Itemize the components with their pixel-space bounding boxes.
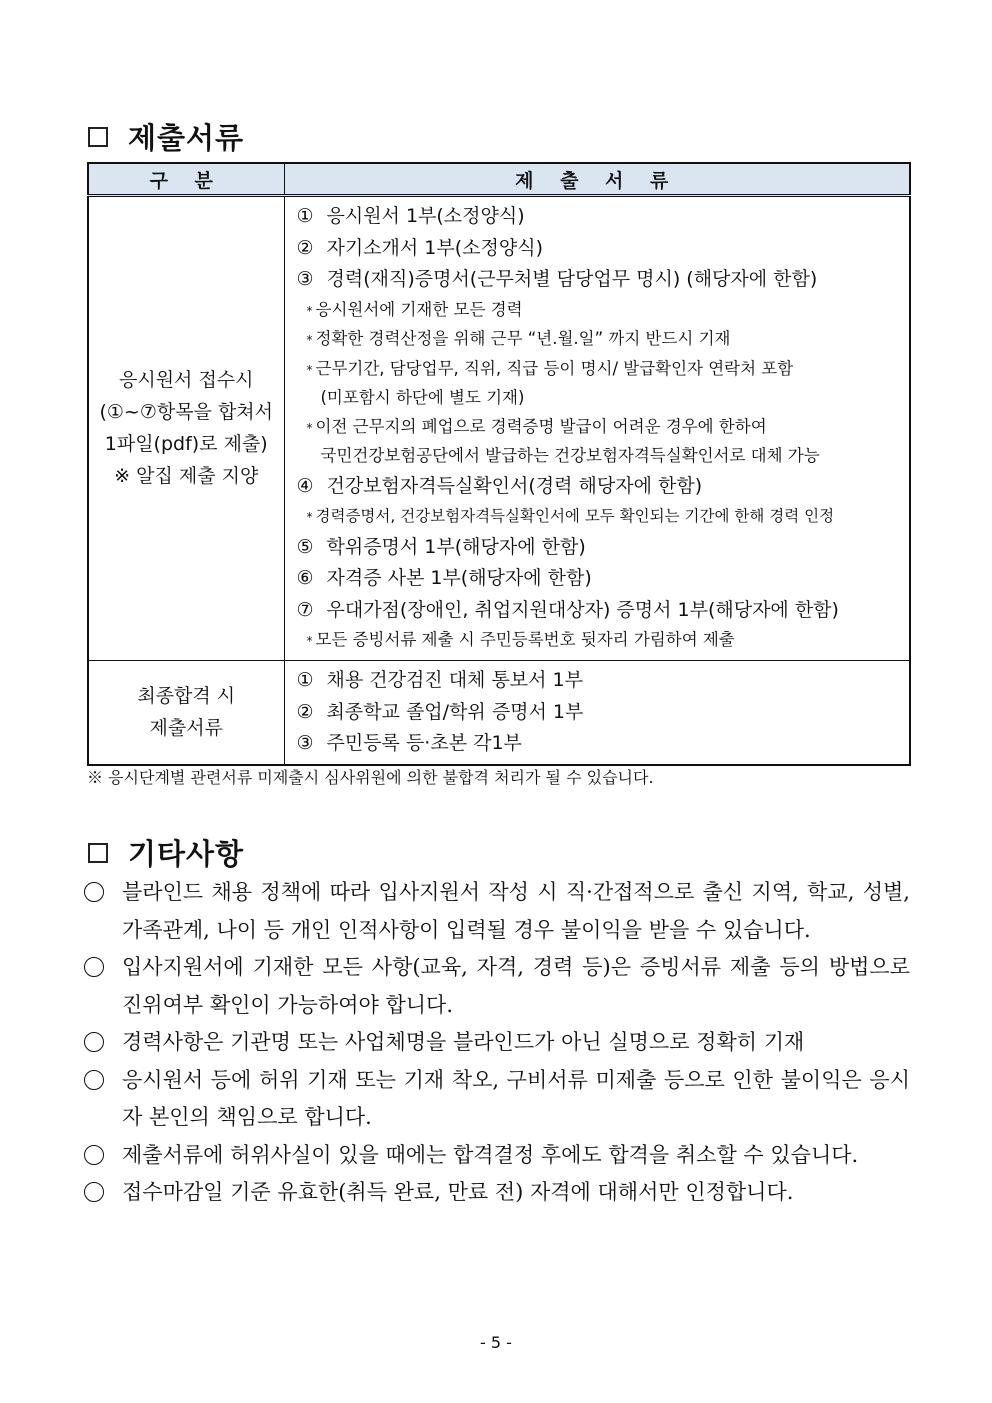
category-line: 응시원서 접수시 [118,369,254,392]
list-item: ① 응시원서 1부(소정양식) [296,205,525,227]
list-item: ③ 주민등록 등·초본 각1부 [296,732,522,754]
circle-bullet-icon [84,1182,104,1202]
documents-cell [284,660,910,765]
circle-bullet-icon [84,1070,104,1090]
asterisk-icon: * [306,303,313,318]
list-item: 입사지원서에 기재한 모든 사항(교육, 자격, 경력 등)은 증빙서류 제출 등의 방법으로 진위여부 확인이 가능하여야 합니다. [84,949,910,1024]
category-cell [88,660,284,765]
checkbox-square-icon [88,127,108,147]
category-cell [88,196,284,661]
list-item: ① 채용 건강검진 대체 통보서 1부 [296,669,583,691]
header-documents: 제 출 서 류 [284,163,910,196]
section-title: 제출서류 [128,121,245,155]
asterisk-icon: * [306,333,313,347]
circle-bullet-icon [84,1145,104,1165]
table-row [88,660,910,765]
asterisk-icon: * [306,362,313,377]
list-item: ② 최종학교 졸업/학위 증명서 1부 [296,700,584,723]
header-category: 구 분 [88,163,284,196]
documents-table [87,162,911,766]
list-item: 경력사항은 기관명 또는 사업체명을 블라인드가 아닌 실명으로 정확히 기재 [84,1024,910,1062]
table-footnote: ※ 응시단계별 관련서류 미제출시 심사위원에 의한 불합격 처리가 될 수 있습니다. [87,768,654,787]
asterisk-icon: * [306,634,313,648]
asterisk-icon: * [306,510,313,524]
list-item: 제출서류에 허위사실이 있을 때에는 합격결정 후에도 합격을 취소할 수 있습니다. [84,1137,910,1175]
category-line: ※ 알집 제출 지양 [114,465,259,488]
note-item: * 정확한 경력산정을 위해 근무 “년.월.일” 까지 반드시 기재 [306,329,731,348]
category-line: 최종합격 시 [137,685,236,708]
list-item: 접수마감일 기준 유효한(취득 완료, 만료 전) 자격에 대해서만 인정합니다. [84,1174,910,1212]
list-item: 블라인드 채용 정책에 따라 입사지원서 작성 시 직·간접적으로 출신 지역, 학교, 성별, 가족관계, 나이 등 개인 인적사항이 입력될 경우 불이익을 받을 수 있습니다. [84,874,910,949]
section-heading-documents [88,116,244,157]
documents-cell [284,196,910,661]
list-item: ⑤ 학위증명서 1부(해당자에 한함) [296,535,586,558]
category-line: 1파일(pdf)로 제출) [104,433,268,456]
circle-bullet-icon [84,957,104,977]
table-header-row [88,163,910,196]
list-item: ③ 경력(재직)증명서(근무처별 담당업무 명시) (해당자에 한함) [296,268,818,290]
note-item: * 근무기간, 담당업무, 직위, 직급 등이 명시/ 발급확인자 연락처 포함 [306,358,794,378]
table-row [88,196,910,661]
list-item: ⑦ 우대가점(장애인, 취업지원대상자) 증명서 1부(해당자에 한함) [296,598,839,621]
note-item: 국민건강보험공단에서 발급하는 건강보험자격득실확인서로 대체 가능 [320,446,820,465]
circle-bullet-icon [84,1032,104,1052]
list-item: ⑥ 자격증 사본 1부(해당자에 한함) [296,567,592,589]
list-item: 응시원서 등에 허위 기재 또는 기재 착오, 구비서류 미제출 등으로 인한 불이익은 응시자 본인의 책임으로 합니다. [84,1062,910,1137]
etc-list [84,874,910,1212]
asterisk-icon: * [306,420,313,435]
circle-bullet-icon [84,882,104,902]
list-item: ④ 건강보험자격득실확인서(경력 해당자에 한함) [296,474,703,497]
checkbox-square-icon [88,843,108,863]
note-item: * 모든 증빙서류 제출 시 주민등록번호 뒷자리 가림하여 제출 [306,630,735,649]
note-item: * 이전 근무지의 폐업으로 경력증명 발급이 어려운 경우에 한하여 [306,416,767,436]
note-item: * 응시원서에 기재한 모든 경력 [306,299,523,319]
list-item: ② 자기소개서 1부(소정양식) [296,236,543,259]
note-item: (미포함시 하단에 별도 기재) [320,388,525,407]
category-line: (①~⑦항목을 합쳐서 [99,401,274,424]
section-title: 기타사항 [128,837,245,871]
page-number: - 5 - [480,1333,512,1352]
note-item: * 경력증명서, 건강보험자격득실확인서에 모두 확인되는 기간에 한해 경력 인정 [306,507,835,525]
section-heading-etc [88,832,244,873]
category-line: 제출서류 [149,717,223,740]
